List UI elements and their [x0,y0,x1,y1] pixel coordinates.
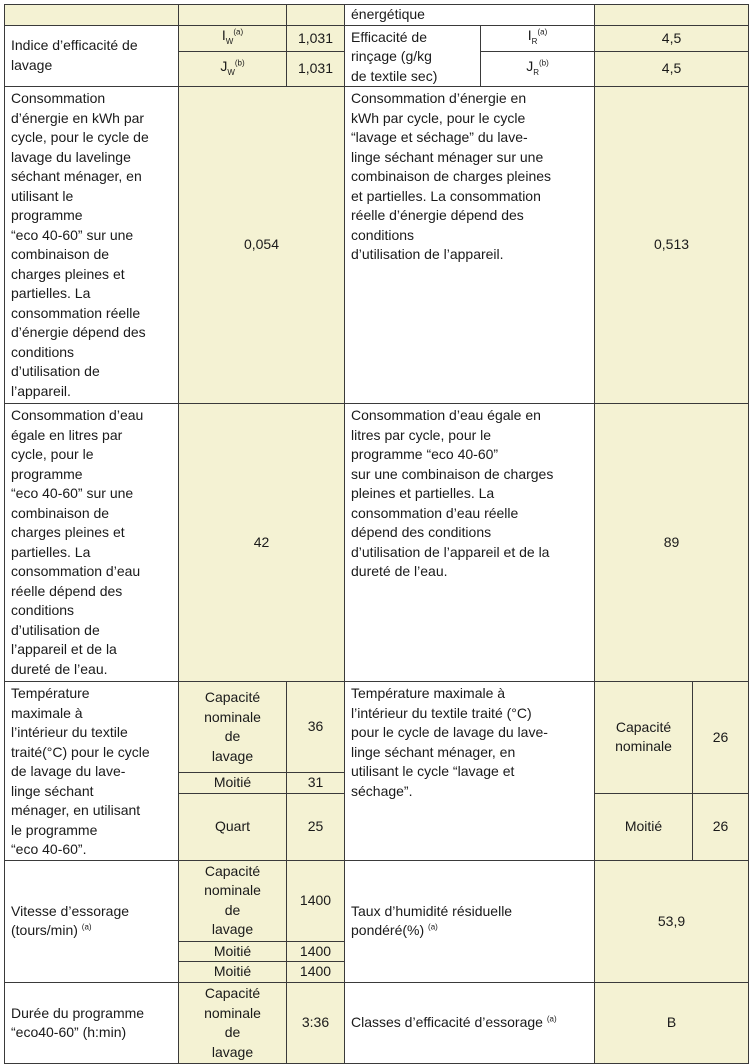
temperature-wash-description: Température maximale à l’intérieur du textile traité(°C) pour le cycle de lavage du lave- linge séchant ménager, en utilisant le programme “eco 40-60”. [5,682,179,861]
water-wash-value: 42 [179,404,345,682]
duration-label: Durée du programme “eco40-60” (h:min) [5,983,179,1064]
temp-quarter-value: 25 [287,793,345,860]
energy-wash-dry-value: 0,513 [595,87,749,404]
temp-quarter-label: Quart [179,793,287,860]
table-row [5,87,749,404]
temp-dry-half-value: 26 [693,793,749,860]
table-row [5,860,749,941]
energy-wash-value: 0,054 [179,87,345,404]
spin-half-label-2: Moitié [179,962,287,983]
table-row [5,404,749,682]
temp-dry-capacity-label: Capacité nominale [595,682,693,794]
temperature-wash-dry-description: Température maximale à l’intérieur du textile traité (°C) pour le cycle de lavage du lave- linge séchant ménager, en utilisant le cycle “lavage et séchage”. [345,682,595,861]
temp-capacity-value: 36 [287,682,345,773]
ir-symbol: $I_R^{(a)}$ [481,25,595,52]
spin-capacity-value: 1400 [287,860,345,941]
temp-half-label: Moitié [179,773,287,794]
empty-cell [595,5,749,26]
spin-capacity-label: Capacité nominale de lavage [179,860,287,941]
iw-value: 1,031 [287,25,345,52]
spin-half-value: 1400 [287,941,345,962]
jw-symbol: $J_W^{(b)}$ [179,52,287,87]
jw-value: 1,031 [287,52,345,87]
duration-value: 3:36 [287,983,345,1064]
water-wash-dry-description: Consommation d’eau égale en litres par cycle, pour le programme “eco 40-60” sur une combinaison de charges pleines et partielles. La consommation d’eau réelle dépend des conditions d’utilisation de l’appareil et de la dureté de l’eau. [345,404,595,682]
jr-value: 4,5 [595,52,749,87]
spin-class-label: Classes d’efficacité d’essorage $^{(a)}$ [345,983,595,1064]
rinse-label: Efficacité de rinçage (g/kg de textile sec) [345,25,481,87]
temp-dry-capacity-value: 26 [693,682,749,794]
energy-wash-dry-description: Consommation d’énergie en kWh par cycle, pour le cycle “lavage et séchage” du lave- linge séchant ménager sur une combinaison de charges pleines et partielles. La consommation réelle d’énergie dépend des conditions d’utilisation de l’appareil. [345,87,595,404]
spec-table [4,4,749,1064]
residual-moisture-label: Taux d’humidité résiduelle pondéré(%) $^{(a)}$ [345,860,595,983]
temp-dry-half-label: Moitié [595,793,693,860]
energy-wash-description: Consommation d’énergie en kWh par cycle, pour le cycle de lavage du lavelinge séchant ménager, en utilisant le programme “eco 40-60” sur une combinaison de charges pleines et partielles. La consommation réelle d’énergie dépend des conditions d’utilisation de l’appareil. [5,87,179,404]
spin-half-value-2: 1400 [287,962,345,983]
water-wash-description: Consommation d’eau égale en litres par cycle, pour le programme “eco 40-60” sur une combinaison de charges pleines et partielles. La consommation d’eau réelle dépend des conditions d’utilisation de l’appareil et de la dureté de l’eau. [5,404,179,682]
table-row [5,682,749,773]
duration-capacity-label: Capacité nominale de lavage [179,983,287,1064]
spin-speed-label: Vitesse d’essorage (tours/min) $^{(a)}$ [5,860,179,983]
table-row [5,5,749,26]
energy-class-label-tail: énergétique [345,5,595,26]
spin-class-value: B [595,983,749,1064]
empty-cell [287,5,345,26]
residual-moisture-value: 53,9 [595,860,749,983]
iw-symbol: $I_W^{(a)}$ [179,25,287,52]
jr-symbol: $J_R^{(b)}$ [481,52,595,87]
water-wash-dry-value: 89 [595,404,749,682]
ir-value: 4,5 [595,25,749,52]
spin-half-label: Moitié [179,941,287,962]
empty-cell [179,5,287,26]
table-row [5,25,749,52]
washing-index-label: Indice d’efficacité de lavage [5,25,179,87]
empty-cell [5,5,179,26]
table-row [5,983,749,1064]
temp-half-value: 31 [287,773,345,794]
temp-capacity-label: Capacité nominale de lavage [179,682,287,773]
